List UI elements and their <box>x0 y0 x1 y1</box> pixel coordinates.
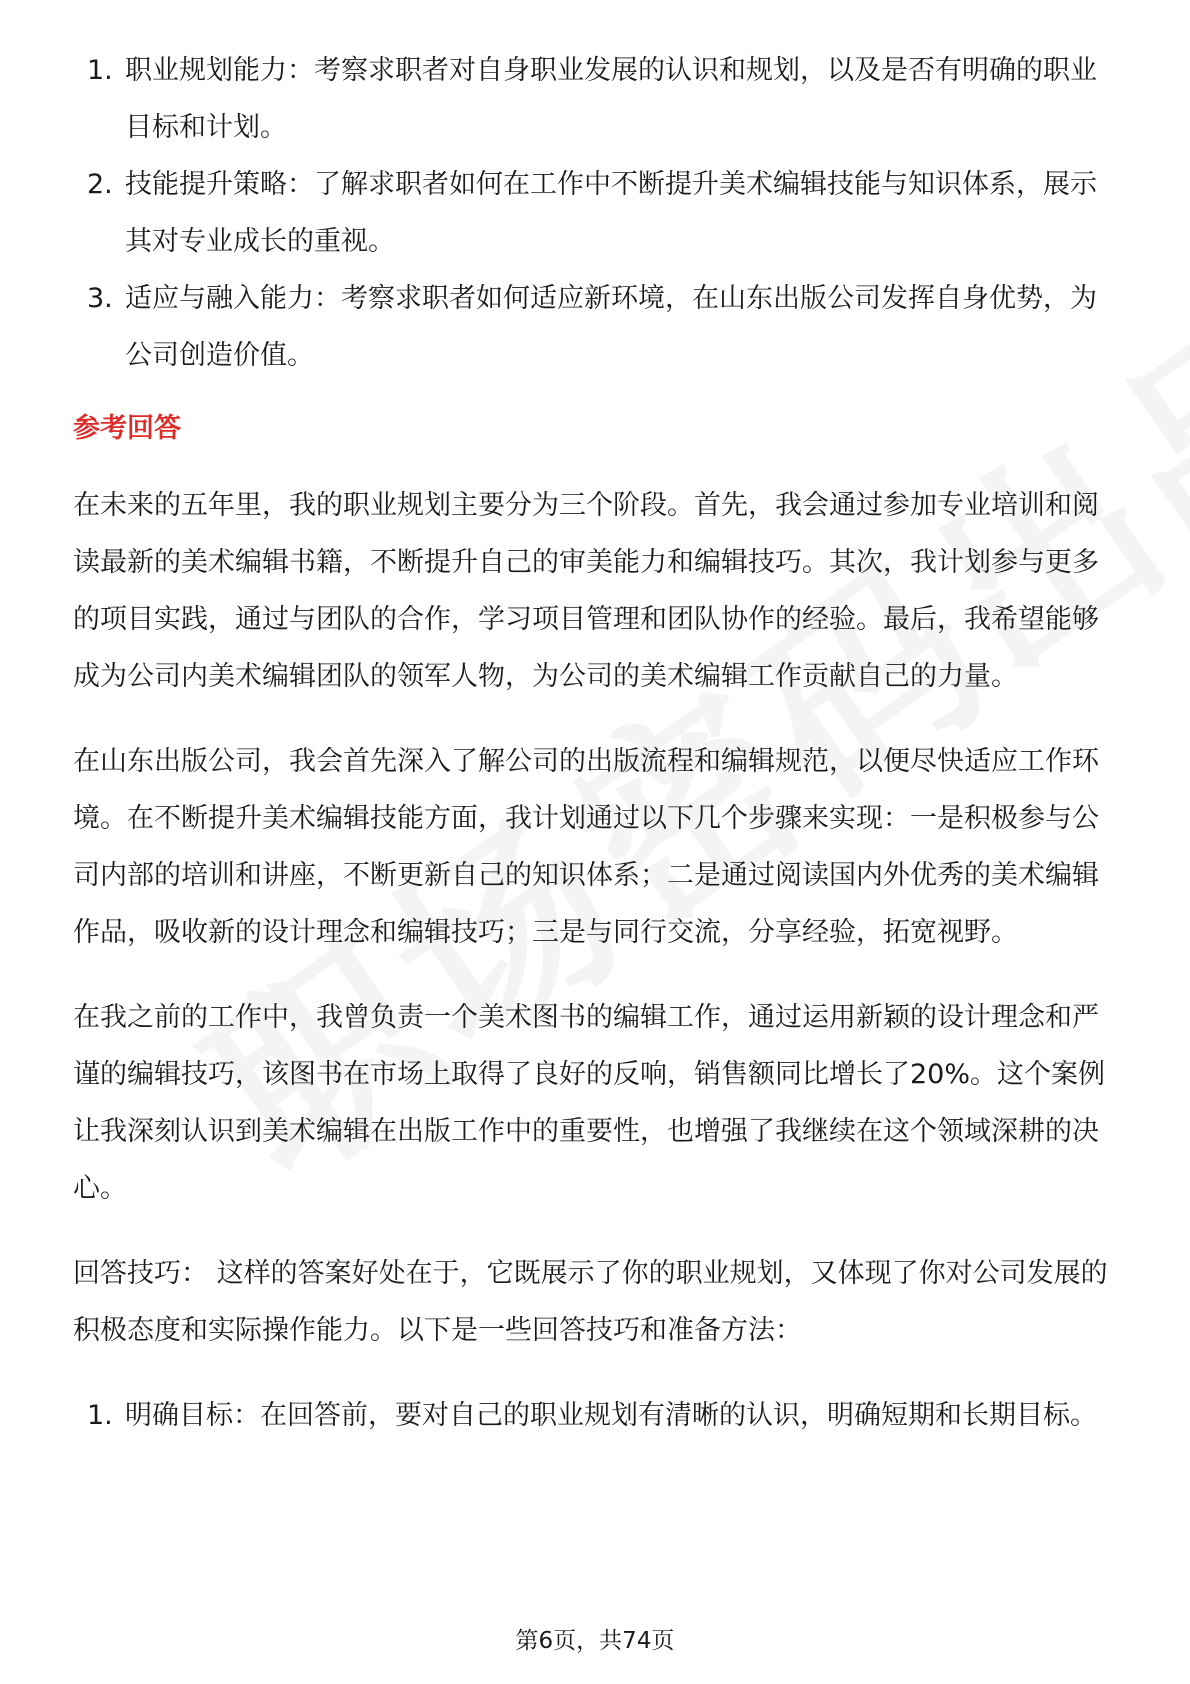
question-points-list <box>73 42 1123 384</box>
list-item <box>73 42 1123 156</box>
tips-list <box>73 1387 1123 1444</box>
list-item-number: 2. <box>87 169 113 200</box>
list-item-text: 明确目标：在回答前，要对自己的职业规划有清晰的认识，明确短期和长期目标。 <box>125 1400 1097 1431</box>
list-item-number: 1. <box>87 55 113 86</box>
list-item-number: 1. <box>87 1400 113 1431</box>
answer-paragraph: 在我之前的工作中，我曾负责一个美术图书的编辑工作，通过运用新颖的设计理念和严谨的编辑技巧，该图书在市场上取得了良好的反响，销售额同比增长了20%。这个案例让我深刻认识到美术编辑在出版工作中的重要性，也增强了我继续在这个领域深耕的决心。 <box>73 1002 1106 1204</box>
list-item <box>73 156 1123 270</box>
answer-paragraph: 在山东出版公司，我会首先深入了解公司的出版流程和编辑规范，以便尽快适应工作环境。在不断提升美术编辑技能方面，我计划通过以下几个步骤来实现：一是积极参与公司内部的培训和讲座，不断更新自己的知识体系；二是通过阅读国内外优秀的美术编辑作品，吸收新的设计理念和编辑技巧；三是与同行交流，分享经验，拓宽视野。 <box>73 746 1099 948</box>
list-item-text: 技能提升策略：了解求职者如何在工作中不断提升美术编辑技能与知识体系，展示其对专业成长的重视。 <box>125 169 1097 257</box>
document-body <box>73 42 1123 1444</box>
tips-paragraph: 回答技巧： 这样的答案好处在于，它既展示了你的职业规划，又体现了你对公司发展的积极态度和实际操作能力。以下是一些回答技巧和准备方法： <box>73 1258 1108 1346</box>
list-item <box>73 270 1123 384</box>
list-item <box>73 1387 1123 1444</box>
answer-paragraph: 在未来的五年里，我的职业规划主要分为三个阶段。首先，我会通过参加专业培训和阅读最新的美术编辑书籍，不断提升自己的审美能力和编辑技巧。其次，我计划参与更多的项目实践，通过与团队的合作，学习项目管理和团队协作的经验。最后，我希望能够成为公司内美术编辑团队的领军人物，为公司的美术编辑工作贡献自己的力量。 <box>73 490 1099 692</box>
list-item-text: 适应与融入能力：考察求职者如何适应新环境，在山东出版公司发挥自身优势，为公司创造价值。 <box>125 283 1097 371</box>
section-title: 参考回答 <box>73 413 181 444</box>
page-number: 第6页，共74页 <box>515 1628 675 1654</box>
list-item-number: 3. <box>87 283 113 314</box>
list-item-text: 职业规划能力：考察求职者对自身职业发展的认识和规划，以及是否有明确的职业目标和计划。 <box>125 55 1097 143</box>
